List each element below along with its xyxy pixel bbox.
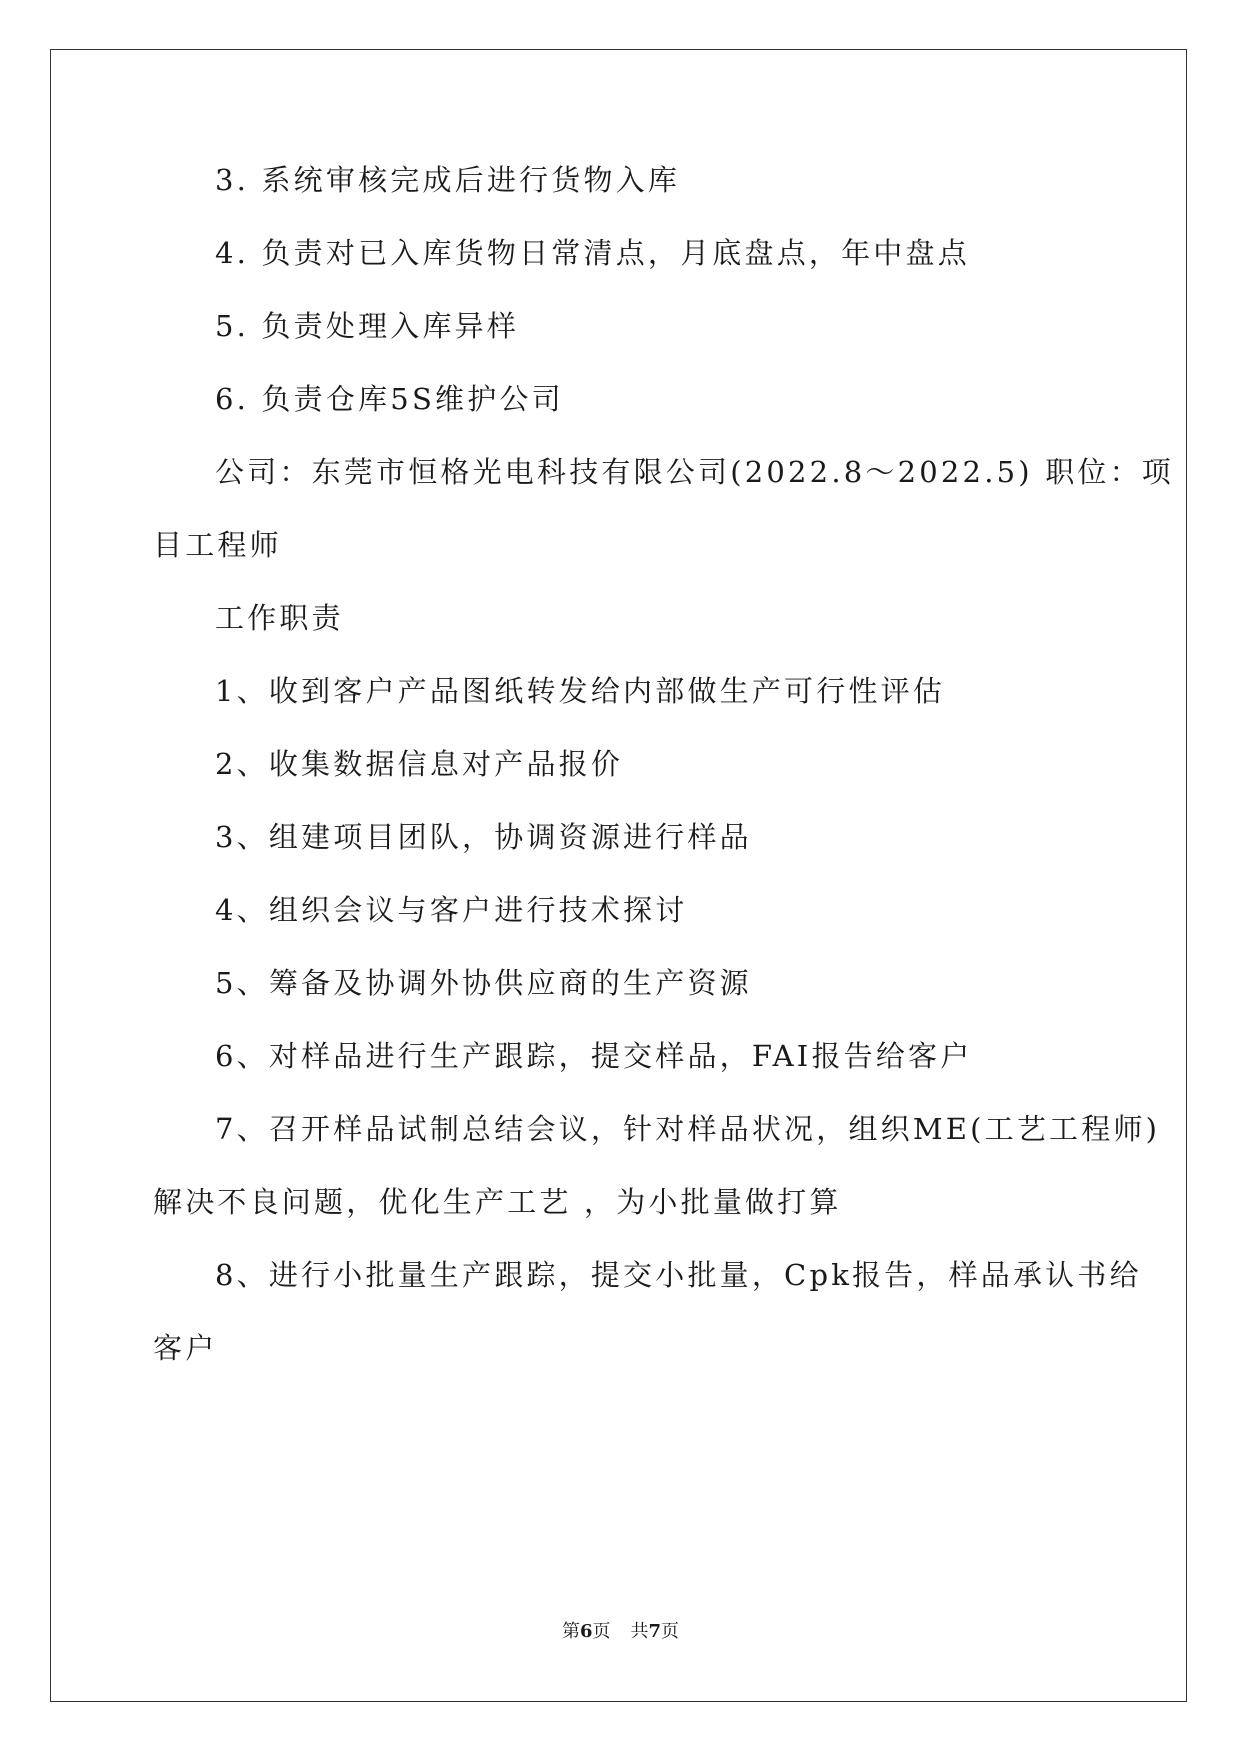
duty-item-3: 3、组建项目团队，协调资源进行样品	[215, 820, 752, 854]
page-footer	[0, 1620, 1241, 1644]
company-line-continued: 目工程师	[153, 528, 282, 562]
footer-total-prefix: 共	[630, 1621, 649, 1642]
company-line: 公司：东莞市恒格光电科技有限公司(2022.8～2022.5) 职位：项	[215, 455, 1174, 489]
duty-item-8: 8、进行小批量生产跟踪，提交小批量，Cpk报告，样品承认书给	[215, 1258, 1142, 1292]
paragraph-line-2: 4. 负责对已入库货物日常清点，月底盘点，年中盘点	[215, 236, 970, 270]
duty-item-6: 6、对样品进行生产跟踪，提交样品，FAI报告给客户	[215, 1039, 973, 1073]
duty-item-2: 2、收集数据信息对产品报价	[215, 747, 624, 781]
footer-page-current: 6	[579, 1621, 593, 1642]
footer-page-total: 7	[648, 1621, 662, 1642]
footer-page-mid: 页	[592, 1621, 611, 1642]
page-border	[50, 49, 1187, 1702]
paragraph-line-1: 3. 系统审核完成后进行货物入库	[215, 163, 681, 197]
duty-item-7-continued: 解决不良问题，优化生产工艺 ，为小批量做打算	[153, 1185, 842, 1219]
duty-item-8-continued: 客户	[153, 1331, 218, 1365]
duty-item-5: 5、筹备及协调外协供应商的生产资源	[215, 966, 752, 1000]
paragraph-line-4: 6. 负责仓库5S维护公司	[215, 382, 564, 416]
duty-item-4: 4、组织会议与客户进行技术探讨	[215, 893, 688, 927]
duty-item-1: 1、收到客户产品图纸转发给内部做生产可行性评估	[215, 674, 946, 708]
footer-total-suffix: 页	[661, 1621, 680, 1642]
footer-page-prefix: 第	[561, 1621, 580, 1642]
section-heading-duties: 工作职责	[215, 601, 344, 635]
duty-item-7: 7、召开样品试制总结会议，针对样品状况，组织ME(工艺工程师)	[215, 1112, 1161, 1146]
paragraph-line-3: 5. 负责处理入库异样	[215, 309, 520, 343]
